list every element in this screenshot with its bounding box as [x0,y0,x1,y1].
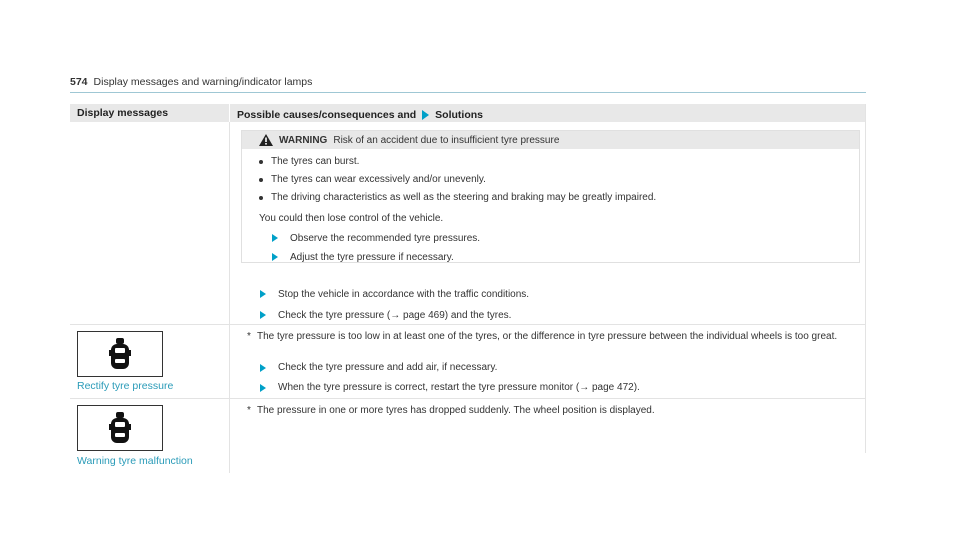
display-messages-table [70,104,865,473]
tyre-pressure-car-icon [109,337,131,371]
footnote-star: * [247,405,251,416]
col-header-display-messages: Display messages [70,104,230,122]
step-arrow-icon [260,290,266,298]
table-row [70,122,865,325]
warning-box [241,130,860,263]
footnote [247,330,847,343]
solution-step [258,284,529,305]
warning-title: WARNING [279,134,328,146]
table-row [70,399,865,473]
step-text: Observe the recommended tyre pressures. [290,233,481,244]
step-arrow-icon [260,311,266,319]
footnote-text: The tyre pressure is too low in at least one of the tyres, or the difference in tyre pressure between the individual wheels is too great. [257,331,838,342]
step-arrow-icon [260,384,266,392]
warning-step [270,248,859,267]
list-item: The tyres can burst. [259,153,859,171]
step-text: Check the tyre pressure and add air, if necessary. [278,362,498,373]
solution-step [258,358,640,378]
col-header-solutions-text: Solutions [435,108,484,121]
row-solution-cell [230,325,865,398]
step-text-page-link[interactable]: Check the tyre pressure (→ page 469) and the tyres. [278,310,512,321]
solution-steps [258,284,529,326]
solution-step [258,378,640,398]
solution-step [258,305,529,326]
warning-bullets [242,153,859,207]
list-item: The tyres can wear excessively and/or unevenly. [259,171,859,189]
warning-header [242,131,859,149]
step-text: Stop the vehicle in accordance with the traffic conditions. [278,289,530,300]
row-display-cell [70,325,230,398]
warning-paragraph: You could then lose control of the vehicle. [259,213,444,224]
step-text: Adjust the tyre pressure if necessary. [290,252,454,263]
table-row [70,325,865,399]
warning-subtitle: Risk of an accident due to insufficient tyre pressure [333,134,560,146]
row-display-cell [70,399,230,473]
list-item: The driving characteristics as well as the steering and braking may be greatly impaired. [259,189,859,207]
tyre-pressure-display-icon [77,331,163,377]
step-arrow-icon [260,364,266,372]
solution-arrow-icon [422,110,429,120]
footnote-star: * [247,331,251,342]
row-display-cell [70,122,230,324]
warning-triangle-icon [259,134,273,146]
tyre-malfunction-display-icon [77,405,163,451]
row-solution-cell [230,122,865,324]
page-number: 574 [70,76,88,88]
display-message-label: Rectify tyre pressure [77,380,174,392]
table-right-border [865,104,866,453]
step-arrow-icon [272,253,278,261]
display-message-label: Warning tyre malfunction [77,455,193,467]
table-header [70,104,865,122]
page-header [70,76,312,88]
solution-steps [258,358,640,398]
warning-step [270,229,859,248]
header-rule [70,92,866,93]
tyre-malfunction-car-icon [109,411,131,445]
footnote [247,404,847,417]
row-solution-cell [230,399,865,473]
step-text-page-link[interactable]: When the tyre pressure is correct, restart the tyre pressure monitor (→ page 472). [278,382,640,393]
step-arrow-icon [272,234,278,242]
page-title: Display messages and warning/indicator lamps [93,76,313,88]
col-header-causes-text: Possible causes/consequences and [237,108,417,121]
col-header-causes [230,104,865,122]
footnote-text: The pressure in one or more tyres has dropped suddenly. The wheel position is displayed. [257,405,655,416]
